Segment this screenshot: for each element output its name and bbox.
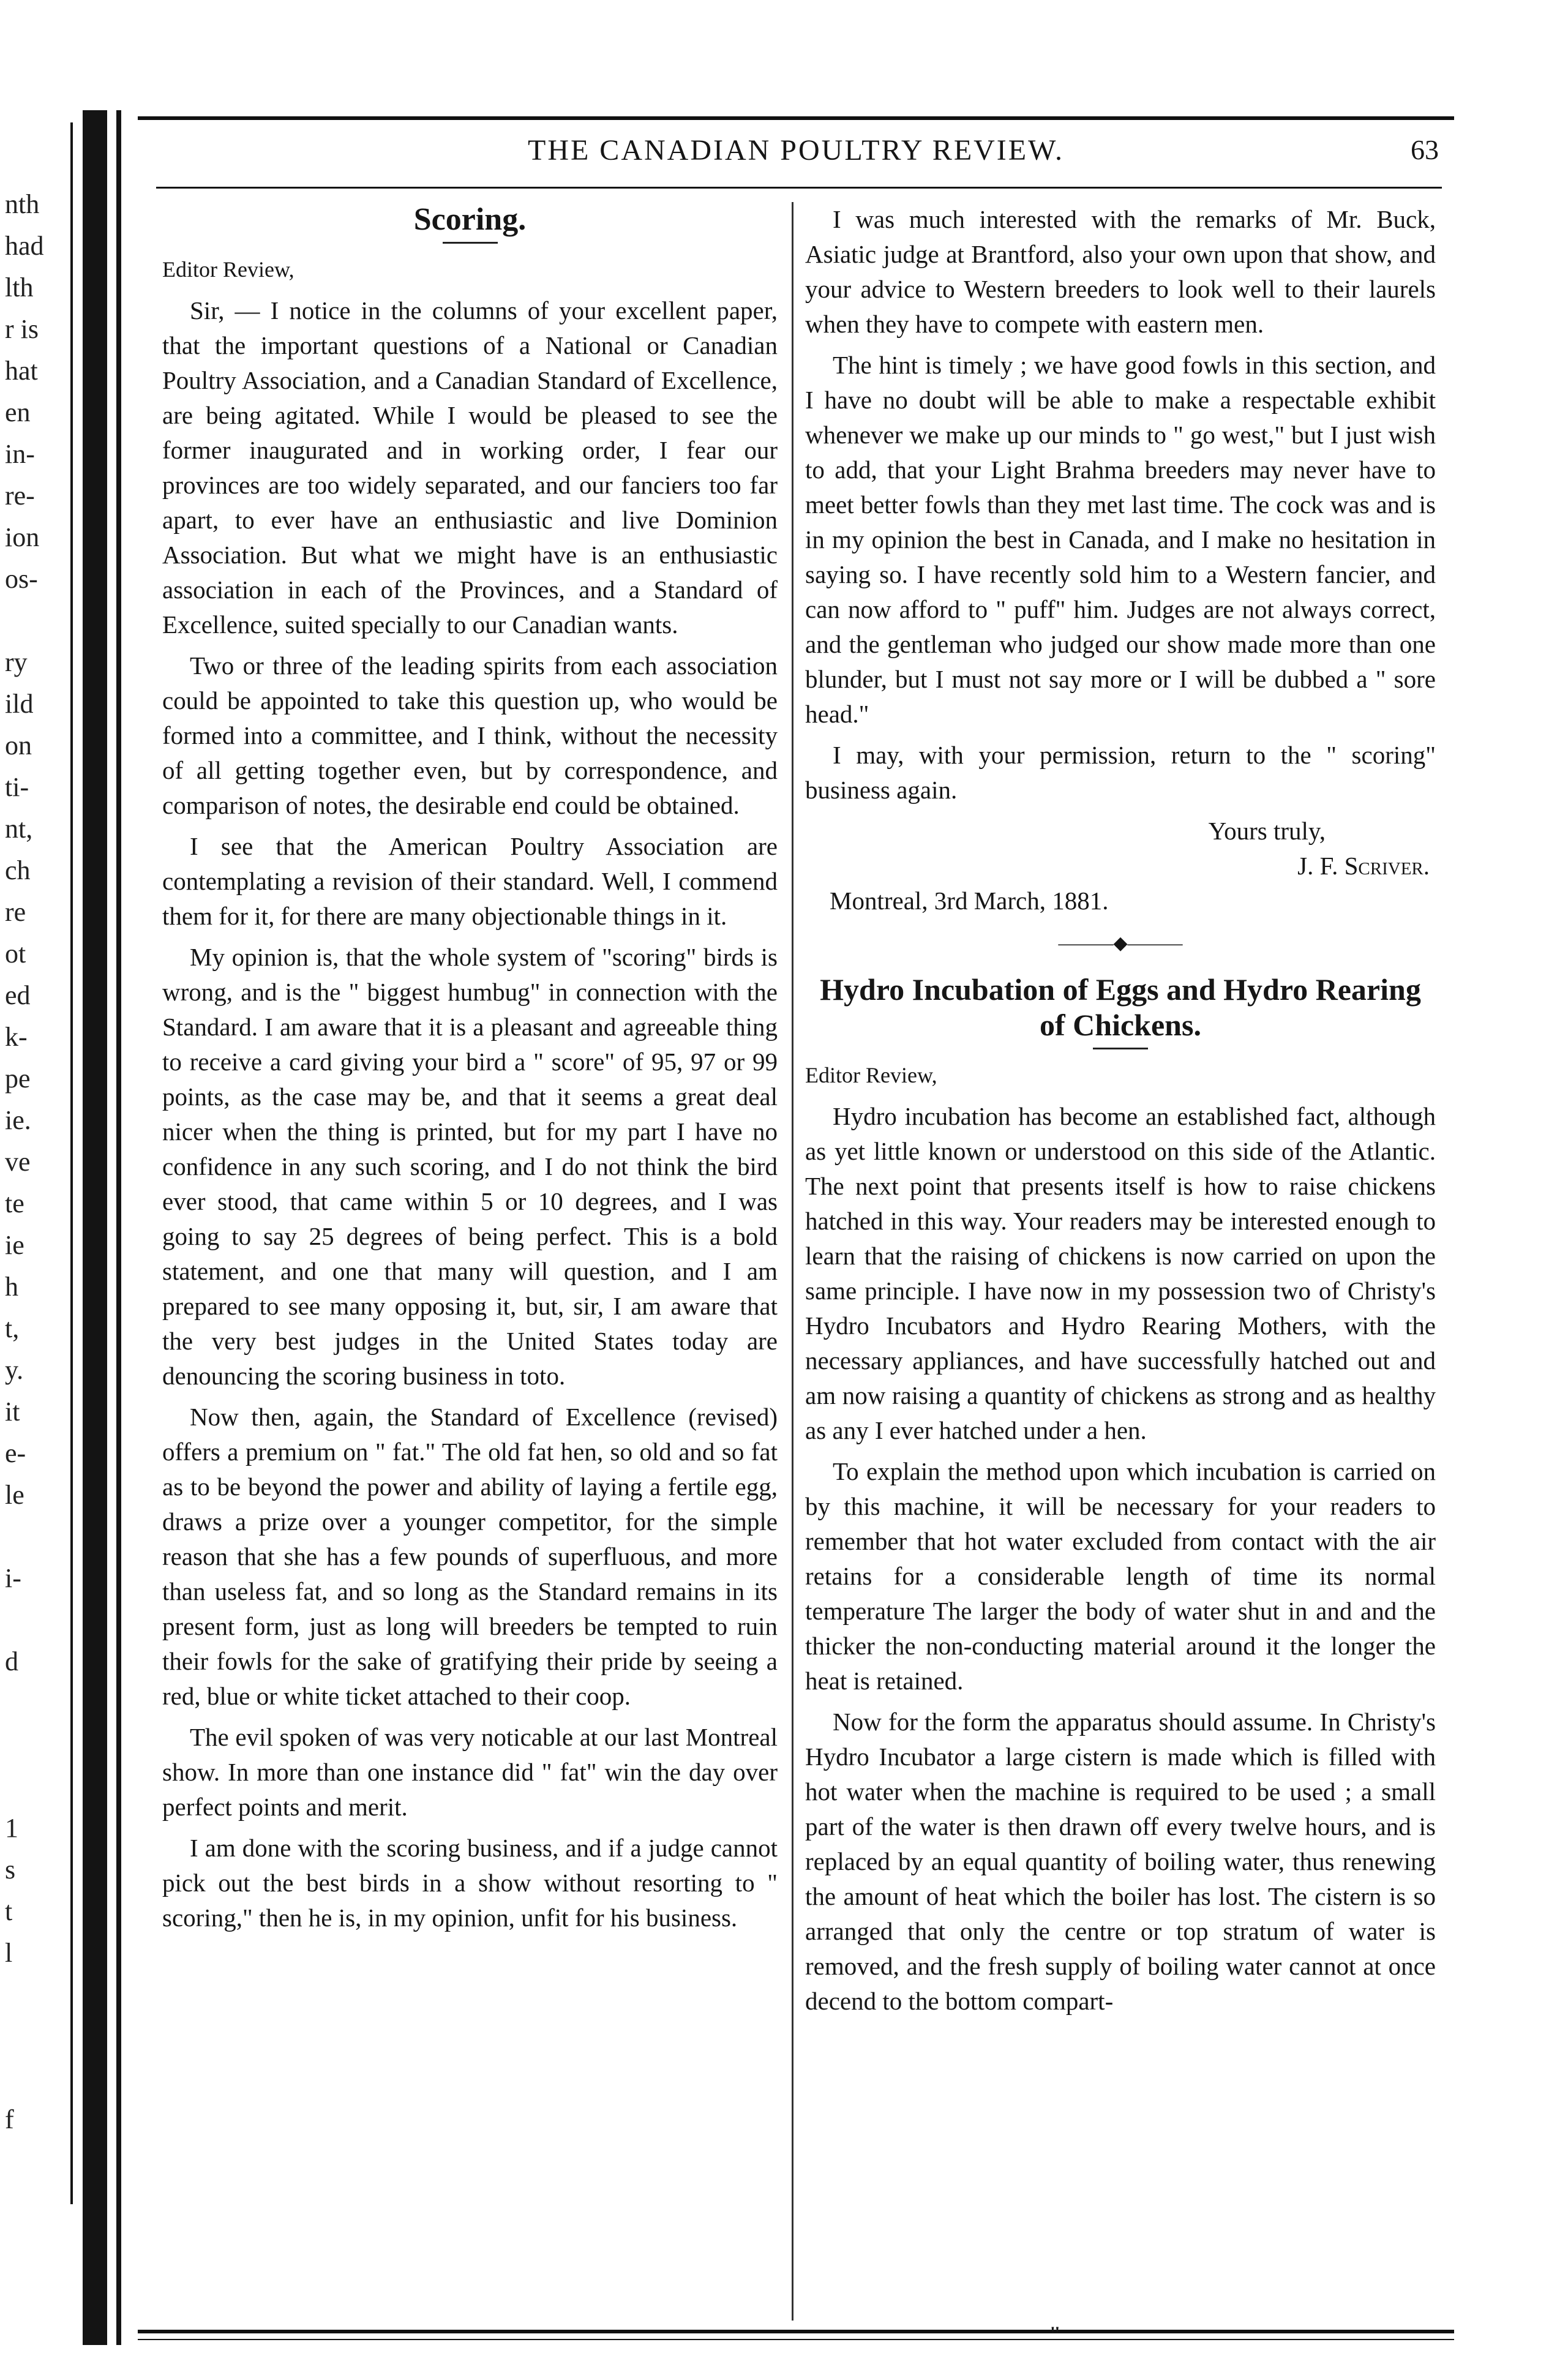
page-number: 63 xyxy=(1411,134,1439,165)
margin-fragment: i- xyxy=(5,1563,21,1593)
binding-shadow-inner xyxy=(116,110,121,2345)
left-column xyxy=(162,202,778,1942)
margin-fragment: r is xyxy=(5,314,39,344)
margin-fragment: ve xyxy=(5,1147,31,1177)
paragraph: My opinion is, that the whole system of "scoring" birds is wrong, and is the " biggest humbug" in connection with the Standard. I am aware that it is a pleasant and agreeable thing to receive a card giving your bird a " score" of 95, 97 or 99 points, as the case may be, and that it seems a great deal nicer when the thing is printed, but for my part I have no confidence in any such scoring, and I do not think the bird ever stood, that came within 5 or 10 degrees, and I was going to say 25 degrees of being perfect. This is a bold statement, and one that many will question, and I am prepared to see many opposing it, but, sir, I am aware that the very best judges in the United States today are denouncing the scoring business in toto. xyxy=(162,943,778,1390)
paragraph: To explain the method upon which incubation is carried on by this machine, it will be necessary for your readers to remember that hot water excluded from contact with the air retains for a considerable length of time its normal temperature The larger the body of water shut in and and the thicker the non-conducting material around it the longer the heat is retained. xyxy=(805,1457,1436,1695)
margin-fragment: y. xyxy=(5,1355,24,1385)
paragraph: I may, with your permission, return to the " scoring" business again. xyxy=(805,741,1436,804)
paragraph: Now for the form the apparatus should assume. In Christy's Hydro Incubator a large cistern is made which is filled with hot water when the machine is required to be used ; a small part of the water is then drawn off every twelve hours, and is replaced by an equal quantity of boiling water, thus renewing the amount of heat which the boiler has lost. The cistern is so arranged that only the centre or top stratum of water is removed, and the fresh supply of boiling water cannot at once decend to the bottom compart- xyxy=(805,1708,1436,2015)
margin-fragment: in- xyxy=(5,439,35,469)
margin-fragment: te xyxy=(5,1188,24,1218)
paragraph: Two or three of the leading spirits from each association could be appointed to take this question up, who would be formed into a committee, and I think, without the necessity of all getting together even, but by correspondence, and comparison of notes, the desirable end could be obtained. xyxy=(162,651,778,819)
margin-fragment: ti- xyxy=(5,772,29,802)
page xyxy=(138,116,1454,2351)
paragraph: Hydro incubation has become an established fact, although as yet little known or understood on this side of the Atlantic. The next point that presents itself is how to raise chickens hatched in this way. Your readers may be interested enough to learn that the raising of chickens is now carried on upon the same principle. I have now in my possession two of Christy's Hydro Incubators and Hydro Rearing Mothers, with the necessary appliances, and have successfully hatched out and am now raising a quantity of chickens as strong and as healthy as any I ever hatched under a hen. xyxy=(805,1102,1436,1444)
page-header xyxy=(138,129,1454,178)
margin-fragment: t, xyxy=(5,1313,20,1343)
margin-fragment: on xyxy=(5,730,32,760)
margin-fragment xyxy=(5,1766,72,1807)
binding-shadow xyxy=(83,110,107,2345)
margin-fragment: lth xyxy=(5,272,34,302)
ornament-divider: ———◆——— xyxy=(1058,933,1183,953)
margin-fragment: ie xyxy=(5,1230,24,1260)
title-rule xyxy=(1093,1048,1148,1049)
margin-fragment: s xyxy=(5,1855,16,1885)
header-rule xyxy=(156,187,1442,189)
salutation: Editor Review, xyxy=(162,257,294,282)
margin-fragment: had xyxy=(5,231,44,261)
top-border xyxy=(138,116,1454,120)
margin-fragment: h xyxy=(5,1272,18,1302)
margin-fragment: ot xyxy=(5,939,26,969)
margin-fragment: hat xyxy=(5,356,38,386)
margin-fragment: ie. xyxy=(5,1105,31,1135)
paragraph: The evil spoken of was very noticable at our last Montreal show. In more than one instance did " fat" win the day over perfect points and merit. xyxy=(162,1723,778,1821)
margin-fragment: f xyxy=(5,2104,14,2134)
paragraph: I was much interested with the remarks of Mr. Buck, Asiatic judge at Brantford, also your own upon that show, and your advice to Western breeders to look well to their laurels when they have to compete with eastern men. xyxy=(805,205,1436,338)
paragraph: I see that the American Poultry Association are contemplating a revision of their standard. Well, I commend them for it, for there are many objectionable things in it. xyxy=(162,832,778,930)
margin-fragment: ion xyxy=(5,522,40,552)
bottom-border xyxy=(138,2330,1454,2333)
margin-fragment: nth xyxy=(5,189,40,219)
margin-fragment xyxy=(5,1599,72,1641)
paragraph: The hint is timely ; we have good fowls in this section, and I have no doubt will be able to make a respectable exhibit whenever we make up our minds to " go west," but I just wish to add, that your Light Brahma breeders may never have to meet better fowls than they met last time. The cock was and is in my opinion the best in Canada, and I make no hesitation in saying so. I have recently sold him to a Western fancier, and can now afford to " puff" him. Judges are not always correct, and the gentleman who judged our show made more than one blunder, but I must not say more or I will be dubbed a " sore head." xyxy=(805,351,1436,728)
margin-fragment: en xyxy=(5,397,31,427)
margin-fragment: it xyxy=(5,1397,20,1427)
paragraph: I am done with the scoring business, and if a judge cannot pick out the best birds in a show without resorting to " scoring," then he is, in my opinion, unfit for his business. xyxy=(162,1834,778,1932)
margin-fragment xyxy=(5,1516,72,1558)
margin-fragment: d xyxy=(5,1646,18,1676)
margin-fragment: ild xyxy=(5,689,34,719)
article-title-hydro: Hydro Incubation of Eggs and Hydro Rearing of Chickens. xyxy=(820,972,1421,1042)
title-rule xyxy=(443,242,498,244)
paragraph: Now then, again, the Standard of Excellence (revised) offers a premium on " fat." The old fat hen, so old and so fat as to be beyond the power and ability of laying a fertile egg, draws a prize over a younger competitor, for the simple reason that she has a few pounds of superfluous, and more than useless fat, and so long as the Standard remains in its present form, just as long will breeders be tempted to ruin their fowls for the sake of gratifying their pride by seeing a red, blue or white ticket attached to their coop. xyxy=(162,1403,778,1710)
dateline: Montreal, 3rd March, 1881. xyxy=(830,887,1109,915)
margin-fragment xyxy=(5,2016,72,2057)
margin-fragment: 1 xyxy=(5,1813,18,1843)
margin-fragment: ed xyxy=(5,980,31,1010)
page-title: THE CANADIAN POULTRY REVIEW. xyxy=(528,134,1064,167)
margin-fragment: l xyxy=(5,1938,13,1968)
bottom-border-thin xyxy=(138,2339,1454,2340)
margin-fragment: pe xyxy=(5,1064,31,1094)
signer-name: J. F. Scriver. xyxy=(1297,852,1430,880)
margin-fragment: le xyxy=(5,1480,24,1510)
margin-fragment: re xyxy=(5,897,26,927)
article-title-scoring: Scoring. xyxy=(413,202,527,237)
adjacent-page-margin xyxy=(5,184,72,2141)
margin-fragment xyxy=(5,1974,72,2016)
margin-fragment xyxy=(5,1724,72,1766)
stray-mark: " xyxy=(1050,2321,1060,2349)
margin-fragment: ry xyxy=(5,647,28,677)
margin-fragment: nt, xyxy=(5,814,33,844)
signature-block xyxy=(805,814,1436,884)
margin-fragment: k- xyxy=(5,1022,28,1052)
margin-fragment xyxy=(5,2057,72,2099)
margin-fragment: os- xyxy=(5,564,38,594)
closing: Yours truly, xyxy=(1208,817,1326,845)
salutation: Editor Review, xyxy=(805,1063,937,1087)
right-column xyxy=(805,202,1436,2025)
margin-fragment xyxy=(5,1683,72,1724)
paragraph: Sir, — I notice in the columns of your excellent paper, that the important questions of a National or Canadian Poultry Association, and a Canadian Standard of Excellence, are being agitated. While I would be pleased to see the former inaugurated and in working order, I fear our provinces are too widely separated, and our fanciers too far apart, to ever have an enthusiastic and live Dominion Association. But what we might have is an enthusiastic association in each of the Provinces, and a Standard of Excellence, suited specially to our Canadian wants. xyxy=(162,296,778,639)
margin-fragment: ch xyxy=(5,855,31,885)
margin-fragment: e- xyxy=(5,1438,26,1468)
column-divider xyxy=(792,202,793,2321)
margin-fragment: re- xyxy=(5,481,35,511)
margin-fragment: t xyxy=(5,1896,13,1926)
margin-fragment xyxy=(5,600,72,642)
